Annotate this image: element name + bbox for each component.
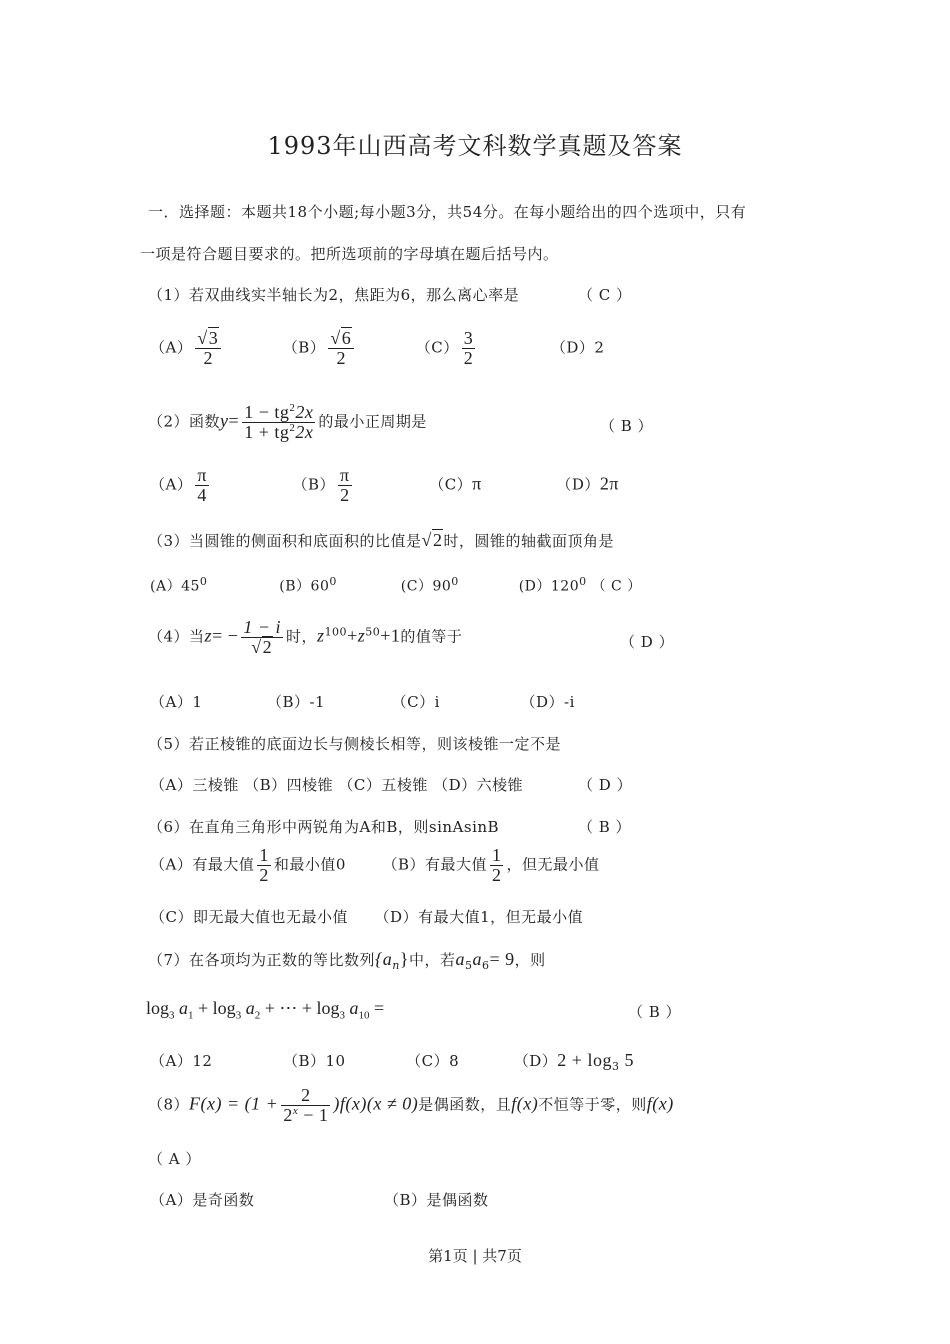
- q2-d-label: （D）: [556, 475, 600, 494]
- q1-a-den: 2: [203, 347, 214, 368]
- q1-answer: （ C ）: [578, 286, 632, 304]
- q3-b-deg: 0: [329, 575, 337, 588]
- q7-a5-sub: 5: [465, 959, 473, 972]
- q4-eq: = −: [212, 625, 239, 646]
- q7-suffix: ，则: [514, 951, 546, 969]
- q3-a-deg: 0: [199, 575, 208, 588]
- q1-a-num: 3: [208, 328, 219, 348]
- q7-d-val: 2 + log: [557, 1050, 612, 1070]
- page-title: 1993年山西高考文科数学真题及答案: [267, 132, 683, 160]
- q7-log-expr: $\log_3 a_1 + \log_3 a_2$ + ⋯ + $\log_3 a_{10}$ =: [146, 998, 385, 1022]
- q6-cd: [150, 906, 583, 927]
- q6-b-num: 1: [491, 845, 502, 865]
- q6-a-pre: （A）有最大值: [150, 855, 255, 874]
- q2-b-den: 2: [340, 484, 350, 505]
- q1-b-den: 2: [336, 347, 347, 368]
- q1-b-label: （B）: [282, 338, 326, 357]
- q4-options: [150, 691, 575, 712]
- q6-a-num: 1: [259, 845, 269, 865]
- q7-prefix: （7）在各项均为正数的等比数列: [148, 951, 376, 969]
- q4-den-rad: 2: [262, 636, 273, 657]
- q4-z2: z: [357, 625, 366, 646]
- q4-z: z: [204, 625, 213, 646]
- q8-mid: 是偶函数，且: [418, 1095, 512, 1114]
- q7-d-label: （D）: [513, 1052, 558, 1070]
- q1-a-frac: $\frac{√3}{2}$: [195, 329, 221, 368]
- q2-a-frac: [195, 466, 209, 505]
- q2-num-tail: 2x: [295, 402, 314, 422]
- q4-stem: [148, 618, 462, 657]
- q6-ab: [150, 846, 600, 885]
- q7-b: （B）10: [282, 1052, 346, 1070]
- q3-d-deg: 0: [579, 575, 587, 588]
- q4-mid: 时，: [286, 627, 318, 646]
- q4-e2: 50: [365, 625, 381, 639]
- q6-d: （D）有最大值1，但无最小值: [374, 908, 584, 926]
- q2-options: [150, 466, 619, 505]
- q6-b-frac: [490, 846, 504, 885]
- q6-b-pre: （B）有最大值: [382, 855, 487, 874]
- q2-d-val: 2π: [599, 473, 619, 494]
- q2-eq: =: [228, 410, 240, 431]
- q8-expr-pre: F(x) = (1 +: [189, 1093, 279, 1114]
- q8-b: （B）是偶函数: [384, 1191, 489, 1209]
- q4-c: （C）i: [391, 693, 440, 711]
- q6-answer: （ B ）: [578, 818, 632, 836]
- q7-a5: a: [455, 949, 465, 969]
- q7-d-sub: 3: [611, 1060, 620, 1073]
- q8-answer: （ A ）: [148, 1150, 201, 1168]
- q4-b: （B）-1: [266, 693, 326, 711]
- q4-suffix: 的值等于: [400, 627, 463, 646]
- q1-b-num: 6: [341, 328, 352, 348]
- q1-a-label: （A）: [150, 338, 193, 357]
- q8-frac: [281, 1086, 330, 1125]
- q8-fx: f(x): [511, 1093, 539, 1114]
- q7-mid: 中，若: [408, 951, 456, 969]
- intro-line-1: 一．选择题：本题共18个小题;每小题3分，共54分。在每小题给出的四个选项中，只有: [148, 203, 747, 221]
- q2-b-num: π: [340, 465, 350, 485]
- page-footer: 第1页 | 共7页: [428, 1247, 522, 1265]
- q4-frac: $\frac{1 - i}{√2}$: [243, 617, 282, 657]
- q5-answer: （ D ）: [578, 776, 633, 794]
- q6-c: （C）即无最大值也无最小值: [150, 908, 348, 926]
- q8-stem: [148, 1086, 674, 1125]
- q1-options: [150, 329, 604, 368]
- q7-stem: [148, 949, 546, 972]
- q2-answer: （ B ）: [600, 417, 654, 435]
- q8-den: 2: [283, 1104, 293, 1125]
- q2-y: y: [220, 410, 229, 431]
- q2-den-tail: 2x: [295, 421, 314, 442]
- q8-prefix: （8）: [148, 1095, 190, 1114]
- q3-d: (D）120: [518, 578, 580, 595]
- q2-b-label: （B）: [292, 475, 336, 494]
- q2-num-sup: 2: [289, 402, 296, 414]
- q1-stem: （1）若双曲线实半轴长为2，焦距为6，那么离心率是: [148, 286, 520, 304]
- q7-seq-sub: n: [392, 959, 400, 972]
- q1-c-label: （C）: [415, 338, 459, 357]
- q1-c-num: 3: [463, 328, 474, 348]
- q8-den-tail: − 1: [298, 1104, 329, 1125]
- q3-prefix: （3）当圆锥的侧面积和底面积的比值是: [148, 532, 422, 550]
- q3-rad: 2: [432, 530, 443, 550]
- q3-answer: （ C ）: [591, 578, 642, 595]
- q7-a6-sub: 6: [482, 959, 490, 972]
- q5-options: （A）三棱锥 （B）四棱锥 （C）五棱锥 （D）六棱锥: [150, 776, 524, 794]
- q4-tail: +1: [380, 625, 401, 646]
- q4-plus1: +: [347, 625, 358, 646]
- q4-z1: z: [317, 625, 325, 646]
- q3-c-deg: 0: [451, 575, 459, 588]
- intro-line-2: 一项是符合题目要求的。把所选项前的字母填在题后括号内。: [140, 245, 559, 263]
- q2-den: 1 + tg: [244, 421, 290, 442]
- q7-options: [150, 1050, 634, 1073]
- q7-a: （A）12: [150, 1052, 213, 1070]
- q4-prefix: （4）当: [148, 627, 205, 646]
- q6-b-post: ，但无最小值: [506, 855, 600, 874]
- q5-stem: （5）若正棱锥的底面边长与侧棱长相等，则该棱锥一定不是: [148, 735, 562, 753]
- q3-stem: （3）当圆锥的侧面积和底面积的比值是√2时，圆锥的轴截面顶角是: [148, 530, 614, 550]
- q6-stem: （6）在直角三角形中两锐角为A和B，则sinAsinB: [148, 818, 500, 836]
- q2-frac: [242, 403, 315, 442]
- q7-log-2: log: [212, 998, 236, 1018]
- q1-c-den: 2: [463, 347, 474, 368]
- q6-a-frac: [257, 846, 271, 885]
- q7-eq9: = 9: [489, 949, 515, 969]
- q4-d: （D）-i: [520, 693, 575, 711]
- q2-prefix: （2）函数: [148, 412, 221, 431]
- q1-c-frac: [462, 329, 476, 368]
- q2-stem: [148, 403, 427, 442]
- q2-den-sup: 2: [289, 421, 296, 434]
- q2-suffix: 的最小正周期是: [318, 412, 427, 431]
- q3-c: (C）90: [400, 578, 452, 595]
- q8-expr-post: )f(x)(x ≠ 0): [333, 1093, 419, 1114]
- q2-a-label: （A）: [150, 475, 193, 494]
- q8-num: 2: [281, 1086, 330, 1106]
- q7-d-tail: 5: [619, 1050, 634, 1070]
- q4-answer: （ D ）: [620, 633, 675, 651]
- q3-b: (B）60: [279, 578, 330, 595]
- q2-c-label: （C）: [429, 475, 473, 494]
- q7-log-1: log: [146, 998, 170, 1018]
- q1-b-frac: $\frac{√6}{2}$: [328, 329, 354, 368]
- q7-answer: （ B ）: [628, 1003, 682, 1021]
- q7-c: （C）8: [406, 1052, 460, 1070]
- q8-a: （A）是奇函数: [150, 1191, 255, 1209]
- q7-seq-end: }: [399, 949, 409, 969]
- q2-num: 1 − tg: [244, 402, 290, 422]
- q4-num: 1 − i: [243, 617, 282, 637]
- q6-a-post: 和最小值0: [273, 855, 346, 874]
- q3-a: (A）45: [150, 578, 200, 595]
- q7-log-3: log: [316, 998, 340, 1018]
- q7-seq: {a: [375, 949, 393, 969]
- q2-c-val: π: [472, 473, 482, 494]
- q6-a-den: 2: [259, 864, 269, 885]
- q8-mid2: 不恒等于零，则: [538, 1095, 647, 1114]
- q8-fx2: f(x): [646, 1093, 674, 1114]
- q2-b-frac: [338, 466, 352, 505]
- q1-d: （D）2: [550, 338, 605, 357]
- q7-a6: a: [472, 949, 482, 969]
- q8-den-sup: x: [292, 1104, 299, 1117]
- q2-a-den: 4: [197, 484, 207, 505]
- q4-a: （A）1: [150, 693, 203, 711]
- q2-a-num: π: [197, 465, 207, 485]
- q6-b-den: 2: [491, 864, 502, 885]
- q3-options: [150, 575, 642, 596]
- q3-suffix: 时，圆锥的轴截面顶角是: [443, 532, 614, 550]
- q4-e1: 100: [324, 625, 348, 639]
